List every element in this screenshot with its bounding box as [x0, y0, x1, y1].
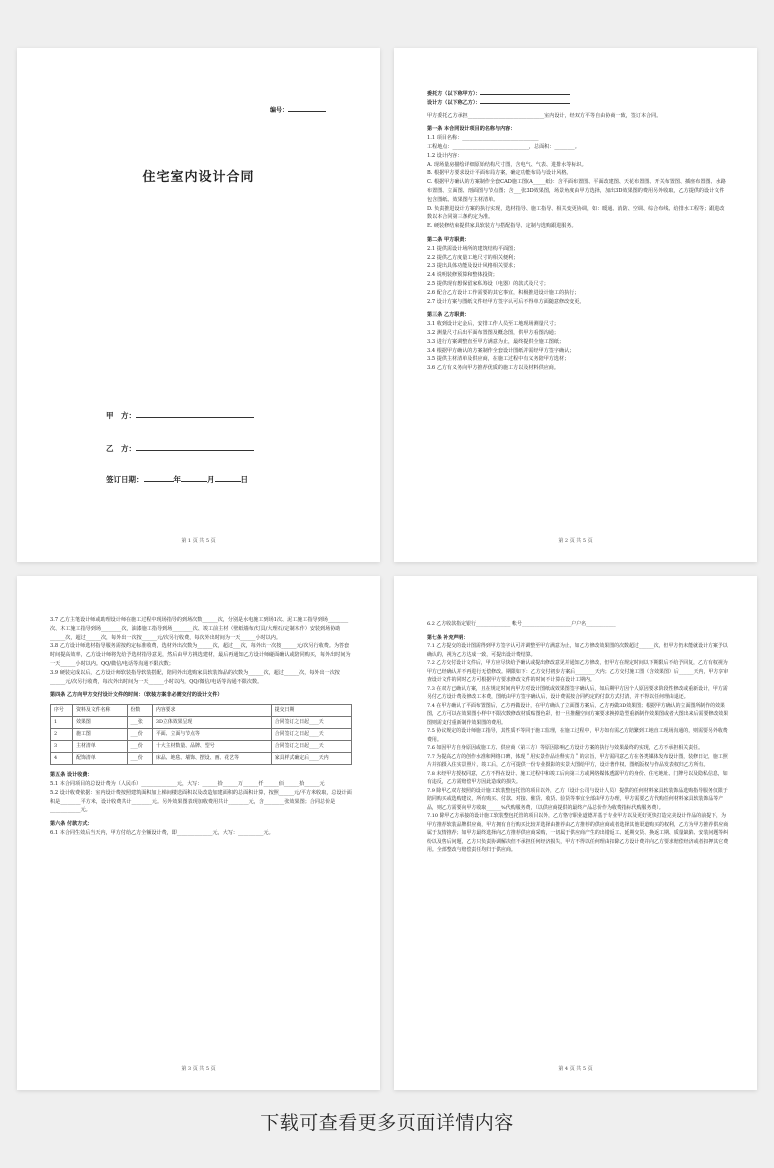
clause-line: 2.5 提供现有想保留家私筹设（电器）的款式及尺寸； — [427, 280, 549, 287]
contract-page-2 — [394, 48, 757, 562]
table-cell: 合同签订之日起____天 — [271, 729, 351, 741]
table-cell: 配饰清单 — [73, 753, 127, 765]
clause-line: 5.1 本合同项目的总设计费为（人民币）______________元，大写：______拾______万______仟______佰______拾______元 — [50, 780, 325, 787]
clause-line: A. 现场量房描绘详细原始结构尺寸图，含电气、气表、进排水等标识。 — [427, 161, 587, 168]
clause-line: B. 根据甲方要求设计平面布局方案，确定功能布局与设计风格。 — [427, 170, 572, 177]
clause-line: 3.5 提供主材清单及供应商，在施工过程中有义务陪甲方选材； — [427, 356, 570, 363]
contract-page-3 — [17, 576, 380, 1090]
clause-line: 6.1 本合同生效后当天内，甲方付给乙方全额设计费，即______________元，大写：__________元。 — [50, 829, 274, 836]
clause-line: D. 负责推进设计方案的执行实现，选材指导、施工指导、相关变更协调，如：暖通、消防、空调、综合布线、给排水工程等；跟进改数以本合同第三条约定为准。 — [427, 205, 725, 221]
contract-page-4 — [394, 576, 757, 1090]
table-cell: ___份 — [127, 741, 152, 753]
delivery-schedule-table — [50, 704, 352, 765]
table-header-cell: 资料及文件名称 — [73, 705, 127, 717]
table-cell: ___张 — [127, 717, 152, 729]
clause-line: 7.3 在双方已确认方案，且在规定时间内甲方对设计图纸或效果图签字确认后，如后期甲方因个人原因要求阶段性修改或重新设计，甲方需另付乙方设计费及修改工本费，图纸由甲方签字确认后，设计费需按合同约定的付款方式付清，并不得以任何理由退还。 — [427, 685, 728, 700]
clause-line: 3.9 硬装完成以后，乙方设计师软装指导软装搭配，陪同外出选购家具软装饰品的次数为______次，超过______次，每外出一次按______元/次另行收费，每次外出时间为一天______小时以内，QQ/微信/电话等沟通不限次数。 — [50, 669, 340, 685]
sign-date-field: 签订日期： 年 月 日 — [106, 475, 248, 484]
section-7-title: 第七条 补充声明： — [427, 634, 469, 641]
clause-line: 工程地点：______________________________，总面积：________。 — [427, 143, 580, 150]
clause-line: 2.3 提出具体功能及设计风格相关要求； — [427, 263, 519, 270]
section-2-list — [427, 245, 729, 307]
table-header-cell: 提交日期 — [271, 705, 351, 717]
clause-line: 3.7 乙方主笔设计师或助理设计师在施工过程中现场指导的到场次数______次，分别是水电施工到场1次、泥工施工指导到场________次、木工施工指导到场________次，油漆施工指导到场________次、竣工前主材（壁纸墙布/灯具/大理石/定制木作）安装到场协助______次，超过______次，每外出一次按______元/次另行收费，每次外出时间为一天______小时以内。 — [50, 617, 349, 641]
table-cell: 2 — [51, 729, 73, 741]
page-2-content — [427, 90, 729, 373]
table-cell: ___份 — [127, 729, 152, 741]
table-cell: 施工图 — [73, 729, 127, 741]
table-cell: 平面、立面与节点等 — [152, 729, 271, 741]
page-3-content — [50, 616, 352, 838]
clause-line: 7.7 为提高乙方的创作水准和网络口碑，体现＂用实景作品诠释实力＂的宗旨，甲方需同意乙方在各类媒体发布设计图，装修日记，施工照片并拍摄入住实景照片，竣工后，乙方可提供一份专业摄影的实景大图给甲方，设计著作权、图纸版权与作品发表权归乙方所有。 — [427, 753, 728, 768]
section-5-list — [50, 780, 352, 815]
table-cell: 合同签订之日起____天 — [271, 741, 351, 753]
section-6-title: 第六条 付款方式： — [50, 821, 93, 828]
clause-line: 7.8 未经甲方授权同意，乙方不得在设计、施工过程中和竣工后向第三方或网络媒体透露甲方的身份、住宅地址、门牌号以及隐私信息，如有违反，乙方需赔偿甲方因此造成的损失。 — [427, 770, 728, 785]
clause-line: 7.9 除甲乙双方按照的设计施工软装整包托管的项目以外，乙方（设计公司与设计人员）提供的任何材料家具软装饰品选购指导服务仅限于陪同购买或选购建议，所有购买、付款、对接、催货、收货、验货等事宜全部由甲方办理，甲方需要乙方代购任何材料家具软装饰品等产品，则乙方需要向甲方收取______%代购服务费，（以供应商提供的最终产品总价作为收费指标代购服务费）。 — [427, 787, 728, 811]
clause-line: 2.6 配合乙方设计工作需要的其它事宜，积极推进设计施工的执行； — [427, 289, 580, 296]
clause-line: 3.8 乙方设计师选材指导服务需按约定标准收费，选材外出次数为______次，超过___次，每外出一次按______元/次另行收费。为答套时间提高效率，乙方设计师将先给予选材指导意见，然后由甲方挑选建材，最后再通知乙方设计师碰面确认或陪同购买，每外出时间为一天______小时以内。QQ/微信/电话等沟通不限次数； — [50, 643, 351, 667]
clause-line: 1.2 设计内容： — [427, 152, 463, 159]
clause-line: 3.3 进行方案调整直至甲方满意为止，最终提供全施工图纸； — [427, 338, 565, 345]
section-1-title: 第一条 本合同设计项目的名称与内容： — [427, 126, 516, 133]
clause-line: 7.10 除甲乙方承接的设计施工软装整包托管的项目以外，乙方恪守职业道德并基于专业甲方以及更好更快打造完美设计作品的前提下，为甲方推荐软装品牌供应商，甲方拥有自行购买比较并选择由推荐由乙方推荐的供应商或者选择其他渠道购买的权利，乙方为甲方推荐供应商属于友情推荐；如甲方最终选择向乙方推荐供应商采购，一切属于供应商产生的出错返工、延期交货、换返工期、质量缺陷、安装问题等纠纷以及售后问题，乙方只负责协调解决但不承担任何经济损失，甲方不得以任何理由扣除乙方设计费并向乙方要求赔偿经济或者扣押其它费用。全部整改与赔偿责任均归于供应商。 — [427, 813, 729, 853]
clause-line: 3.6 乙方有义务向甲方推荐优质的施工方以及材料供应商。 — [427, 365, 559, 372]
table-cell: 家具样式确定后____天内 — [271, 753, 351, 765]
table-cell: 1 — [51, 717, 73, 729]
table-cell: 合同签订之日起____天 — [271, 717, 351, 729]
contract-title: 住宅室内设计合同 — [142, 170, 255, 185]
table-cell: 十大主材数量、品牌、型号 — [152, 741, 271, 753]
download-more-banner: 下载可查看更多页面详情内容 — [260, 1112, 514, 1134]
page-footer: 第 3 页 共 5 页 — [181, 1066, 216, 1072]
table-header-cell: 内容要求 — [152, 705, 271, 717]
section-2-title: 第二条 甲方职责： — [427, 236, 470, 243]
clause-line: 5.2 设计收费依据：室内设计费按照建筑面积加上梯间楼送面积以及改造加建面积的总面积计算，按照______元/平方米收取，总设计面积是________平方米，设计收费共计________元。另外效果图表现加收费用共计________元，含________张效果图；合同总价是____________元。 — [50, 789, 352, 814]
clause-line: 2.2 提供乙方度量工地尺寸的相关便利； — [427, 254, 519, 261]
clause-line: 2.4 说明装修预算和整体投资； — [427, 272, 498, 279]
table-cell: 床品、地毯、墙饰、摆设、画、花艺等 — [152, 753, 271, 765]
designer-field: 设计方（以下称乙方）： — [427, 99, 729, 108]
clause-line: 1.1 项目名称：______________________________ — [427, 135, 539, 142]
clause-line: 3.1 收到设计定金后，安排工作人员至工地现场测量尺寸； — [427, 321, 559, 328]
table-cell: 效果图 — [73, 717, 127, 729]
clause-line: 7.6 如因甲方自身原因或施工方、供应商（第三方）等原因影响乙方设计方案的执行与效果最终的实现，乙方不承担相关责任。 — [427, 745, 704, 751]
page-footer: 第 4 页 共 5 页 — [558, 1066, 593, 1072]
section-4-title: 第四条 乙方向甲方交付设计文件的时间：（软装方案非必需交付的设计文件） — [50, 692, 223, 699]
contract-number-label: 编号： — [270, 105, 326, 114]
party-a-field: 甲 方： — [106, 410, 254, 421]
section-1-list — [427, 134, 729, 231]
party-b-field: 乙 方： — [106, 443, 254, 454]
table-cell: 主材清单 — [73, 741, 127, 753]
table-row — [51, 753, 352, 765]
table-row — [51, 717, 352, 729]
intro-paragraph: 甲方委托乙方承担______________________________室内设计，经双方平等自由协商一致，签订本合同。 — [427, 112, 662, 119]
table-cell: 3 — [51, 741, 73, 753]
section-3-title: 第三条 乙方职责： — [427, 312, 470, 319]
table-header-cell: 序号 — [51, 705, 73, 717]
clause-line: 3.2 测量尺寸后出平面布置图及概念图，供甲方看图沟通； — [427, 329, 559, 336]
section-5-title: 第五条 设计收费： — [50, 772, 93, 779]
clause-line: 2.1 提供需设计场所的建筑结构平面图； — [427, 245, 519, 252]
table-cell: 3D立体效果呈现 — [152, 717, 271, 729]
table-header-row — [51, 705, 352, 717]
clause-3-continued — [50, 616, 352, 686]
bank-account-line: 6.2 乙方收款指定银行______________ 帐号____________________户户名____________ — [427, 621, 616, 627]
section-6-list — [50, 829, 352, 838]
page-footer: 第 1 页 共 5 页 — [181, 538, 216, 544]
clause-line: 7.1 乙方提交的设计图需得到甲方签字认可并调整至甲方满意为止，如乙方修改效果图的次数超过______次，但甲方仍未能就设计方案予以确认的，视为乙方达成一致，可提出设计费结算。 — [427, 643, 728, 658]
clause-line: 2.7 设计方案与图纸文件经甲方签字认可后不得单方面随意修改变更。 — [427, 298, 585, 305]
clause-line: 7.2 乙方交付设计文件后，甲方应尽快给予确认或提出修改意见并通知乙方修改，但甲方在规定时间以下期限后不给予回复，乙方有权视为甲方已经确认并不再进行无偿修改。期限如下：乙方交付初步方案后________天内；乙方交付施工图（含效果图）后______天内，甲方享审查设计文件的同时乙方可根据甲方要求修改文件的时间不计算在设计工期内。 — [427, 660, 729, 683]
table-row — [51, 741, 352, 753]
clause-line: 7.5 协议规定的设计师施工指导，其性质不等同于施工监理，在施工过程中，甲方如有需乙方陪繁到工地直工现场沟通的，则需要另外收费费用。 — [427, 728, 728, 743]
client-field: 委托方（以下称甲方）： — [427, 90, 729, 99]
table-row — [51, 729, 352, 741]
page-footer: 第 2 页 共 5 页 — [558, 538, 593, 544]
clause-line: E. 硬装修结束提供家具软装方与搭配指导、定制与选购跟进服务。 — [427, 223, 577, 230]
clause-line: 7.4 在甲方确认了平面布置图后，乙方再做设计，在甲方确认了立面图方案后，乙方再做3D效果图；根据甲方确认的立面图所制作的效果图，乙方可以在效果图小样中不限次数修改材质贴图色彩，但一旦推翻空间方案要求换掉造型重新制作效果图或者大图出来后需要修改效果图则需支付重新制作效果图的费用。 — [427, 702, 729, 726]
page-4-content — [427, 620, 729, 855]
table-cell: ___份 — [127, 753, 152, 765]
table-cell: 4 — [51, 753, 73, 765]
section-7-list — [427, 642, 729, 855]
section-3-list — [427, 320, 729, 373]
clause-line: 3.4 根据甲方确认的方案制作全套设计图纸并需经甲方签字确认； — [427, 347, 575, 354]
table-header-cell: 份数 — [127, 705, 152, 717]
clause-line: C. 根据甲方确认的方案制作全套CAD施工图(A_____纸)：含平面布置图、平面改建图、天花布置图、开关布置图、插座布置图、水路布置图、立面图、剖面图与节点图；含___张3D效果图，场景角度由甲方选择，加出3D效果图的费用另外收取，乙方提供的设计文件包含图纸、效果图与主材清单。 — [427, 179, 726, 203]
contract-page-1 — [17, 48, 380, 562]
